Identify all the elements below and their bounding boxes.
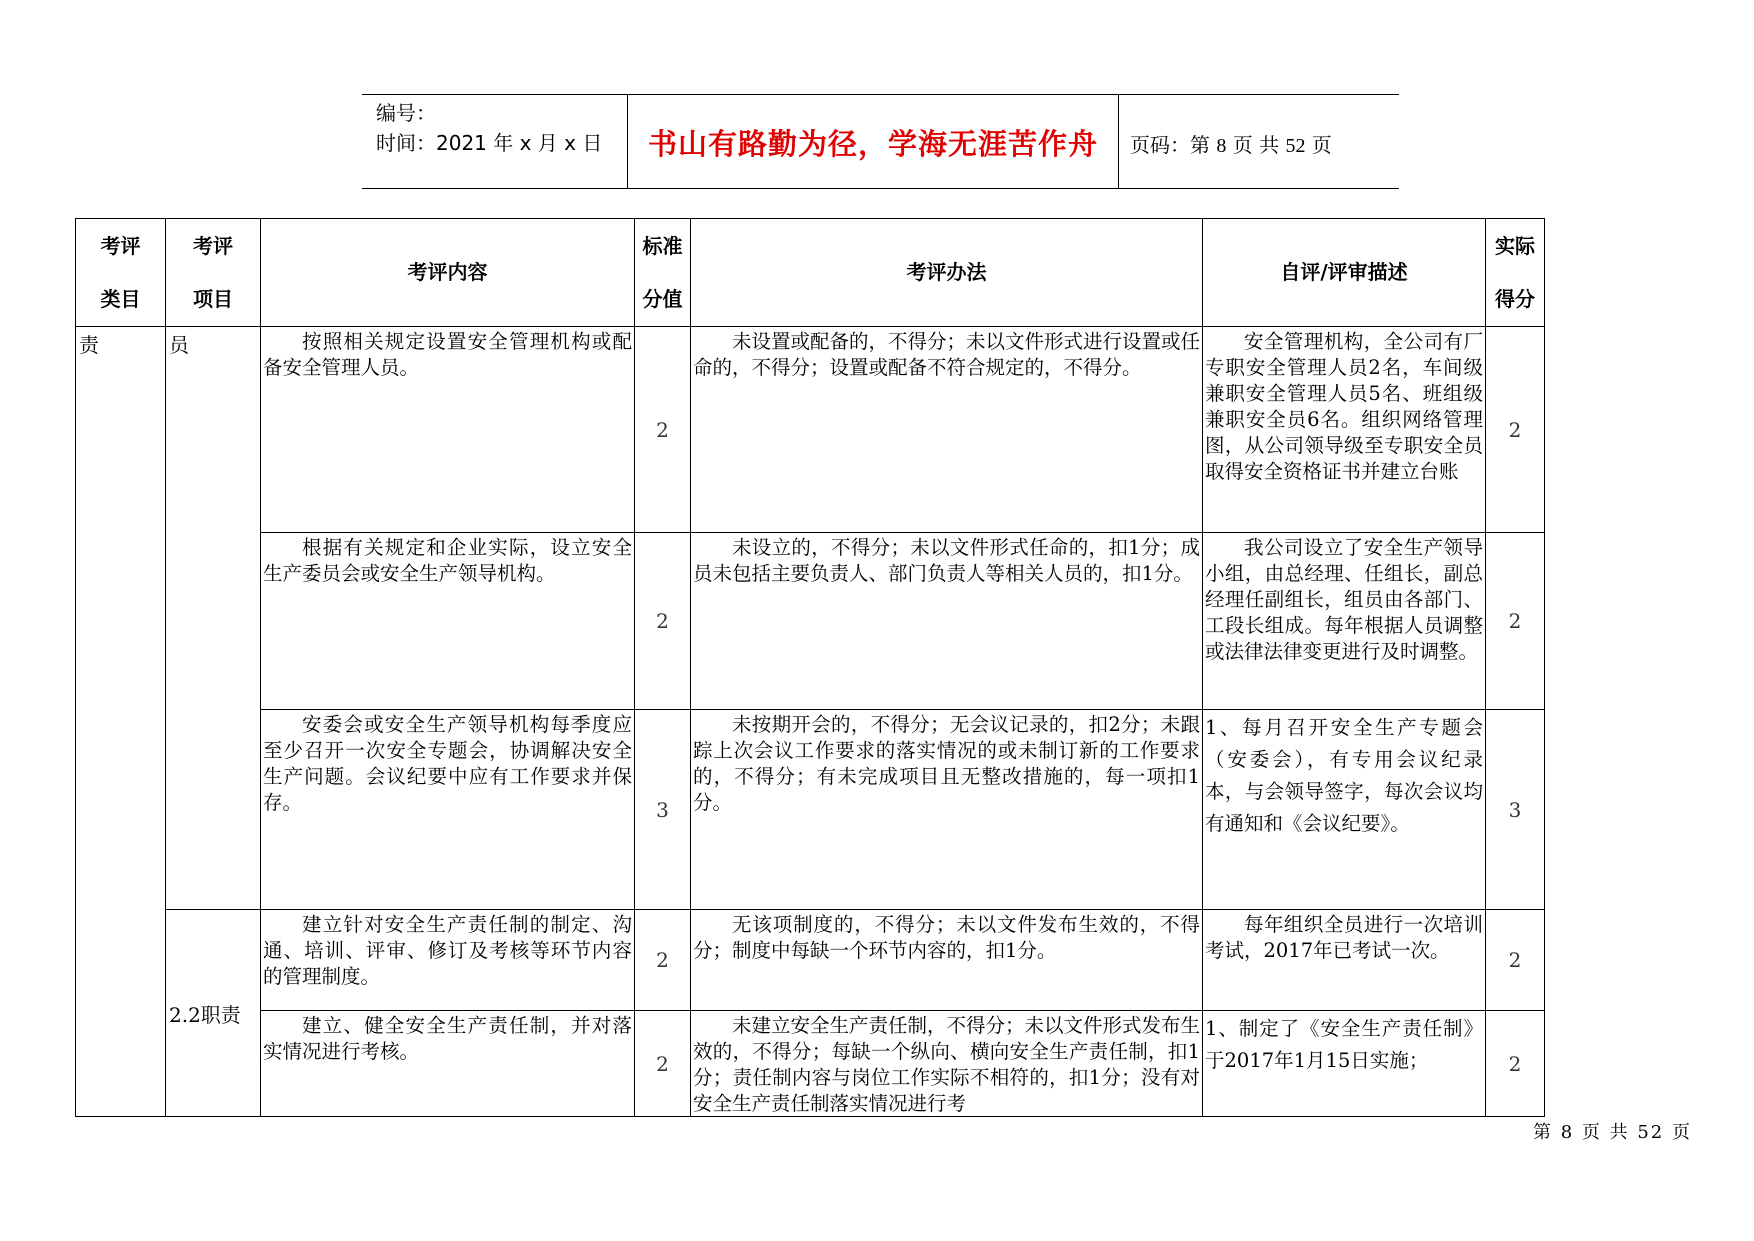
evaluation-table (75, 218, 1545, 1117)
method-cell (691, 533, 1203, 710)
description-cell (1203, 533, 1486, 710)
header-actual-line1: 实际 (1495, 234, 1535, 258)
standard-score: 3 (635, 710, 691, 910)
description-cell (1203, 1011, 1486, 1117)
document-date: 时间：2021 年 x 月 x 日 (376, 131, 603, 155)
content-text: 建立针对安全生产责任制的制定、沟通、培训、评审、修订及考核等环节内容的管理制度。 (263, 913, 632, 988)
standard-score: 2 (635, 327, 691, 533)
content-cell (261, 910, 635, 1011)
header-category-line2: 类目 (100, 287, 141, 311)
description-cell (1203, 910, 1486, 1011)
header-actual-line2: 得分 (1495, 287, 1535, 311)
header-standard (635, 219, 691, 327)
footer-middle: 页 共 (1581, 1122, 1630, 1143)
method-text: 未建立安全生产责任制，不得分；未以文件形式发布生效的，不得分；每缺一个纵向、横向安全生产责任制，扣1分；责任制内容与岗位工作实际不相符的，扣1分；没有对安全生产责任制落实情况进行考 (693, 1014, 1201, 1115)
header-bottom-rule (362, 188, 1399, 189)
header-method: 考评办法 (691, 219, 1203, 327)
description-cell (1203, 710, 1486, 910)
header-divider-right (1118, 95, 1119, 189)
standard-score: 2 (635, 533, 691, 710)
table-header-row (76, 219, 1545, 327)
content-text: 根据有关规定和企业实际，设立安全生产委员会或安全生产领导机构。 (263, 536, 632, 585)
content-text: 安委会或安全生产领导机构每季度应至少召开一次安全专题会，协调解决安全生产问题。会议纪要中应有工作要求并保存。 (263, 713, 632, 814)
description-text: 每年组织全员进行一次培训考试，2017年已考试一次。 (1205, 913, 1483, 962)
description-text: 安全管理机构，全公司有厂专职安全管理人员2名，车间级兼职安全管理人员5名、班组级兼职安全员6名。组织网络管理图，从公司领导级至专职安全员取得安全资格证书并建立台账 (1205, 330, 1483, 483)
table-row (76, 1011, 1545, 1117)
method-text: 未按期开会的，不得分；无会议记录的，扣2分；未跟踪上次会议工作要求的落实情况的或未制订新的工作要求的，不得分；有未完成项目且无整改措施的，每一项扣1分。 (693, 713, 1200, 814)
page-suffix: 页 (1311, 133, 1332, 157)
actual-score: 2 (1486, 910, 1545, 1011)
content-cell (261, 710, 635, 910)
header-content: 考评内容 (261, 219, 635, 327)
description-text: 1、制定了《安全生产责任制》于2017年1月15日实施； (1205, 1017, 1483, 1072)
header-top-rule (362, 94, 1399, 95)
description-text: 1、每月召开安全生产专题会（安委会），有专用会议纪录本，与会领导签字，每次会议均有通知和《会议纪要》。 (1205, 716, 1483, 835)
header-standard-line1: 标准 (642, 234, 683, 258)
header-description: 自评/评审描述 (1203, 219, 1486, 327)
header-item (166, 219, 261, 327)
category-cell: 责 (76, 327, 166, 1117)
header-page-number (1130, 129, 1332, 158)
table-row (76, 327, 1545, 533)
header-actual (1486, 219, 1545, 327)
description-text: 我公司设立了安全生产领导小组，由总经理、任组长，副总经理任副组长，组员由各部门、工段长组成。每年根据人员调整或法律法律变更进行及时调整。 (1205, 536, 1483, 663)
table-row (76, 710, 1545, 910)
footer-total: 52 (1637, 1122, 1665, 1143)
content-text: 建立、健全安全生产责任制，并对落实情况进行考核。 (263, 1014, 632, 1063)
page-current: 8 (1216, 135, 1227, 157)
header-meta (376, 98, 602, 158)
method-cell (691, 1011, 1203, 1117)
header-category (76, 219, 166, 327)
method-text: 无该项制度的，不得分；未以文件发布生效的，不得分；制度中每缺一个环节内容的，扣1分。 (693, 913, 1200, 962)
content-cell (261, 533, 635, 710)
method-cell (691, 327, 1203, 533)
footer-current: 8 (1560, 1122, 1575, 1143)
page-middle: 页 共 (1232, 133, 1280, 157)
method-text: 未设立的，不得分；未以文件形式任命的，扣1分；成员未包括主要负责人、部门负责人等相关人员的，扣1分。 (693, 536, 1200, 585)
method-text: 未设置或配备的，不得分；未以文件形式进行设置或任命的，不得分；设置或配备不符合规定的，不得分。 (693, 330, 1201, 379)
table-row (76, 910, 1545, 1011)
item-cell-b: 2.2职责 (166, 910, 261, 1117)
header-item-line2: 项目 (193, 287, 233, 311)
content-cell (261, 327, 635, 533)
content-cell (261, 1011, 635, 1117)
standard-score: 2 (635, 1011, 691, 1117)
method-cell (691, 710, 1203, 910)
actual-score: 2 (1486, 1011, 1545, 1117)
footer-page-number (1533, 1118, 1692, 1144)
footer-suffix: 页 (1672, 1122, 1692, 1143)
item-cell-a: 员 (166, 327, 261, 910)
header-standard-line2: 分值 (642, 287, 683, 311)
footer-prefix: 第 (1532, 1122, 1553, 1143)
actual-score: 3 (1486, 710, 1545, 910)
header-item-line1: 考评 (193, 234, 233, 258)
header-category-line1: 考评 (100, 234, 141, 258)
description-cell (1203, 327, 1486, 533)
table-row (76, 533, 1545, 710)
actual-score: 2 (1486, 533, 1545, 710)
method-cell (691, 910, 1203, 1011)
standard-score: 2 (635, 910, 691, 1011)
page-total: 52 (1285, 135, 1306, 157)
content-text: 按照相关规定设置安全管理机构或配备安全管理人员。 (263, 330, 632, 379)
document-number-label: 编号： (376, 101, 436, 125)
header-motto: 书山有路勤为径，学海无涯苦作舟 (647, 127, 1098, 161)
page-prefix: 页码：第 (1130, 133, 1210, 157)
actual-score: 2 (1486, 327, 1545, 533)
